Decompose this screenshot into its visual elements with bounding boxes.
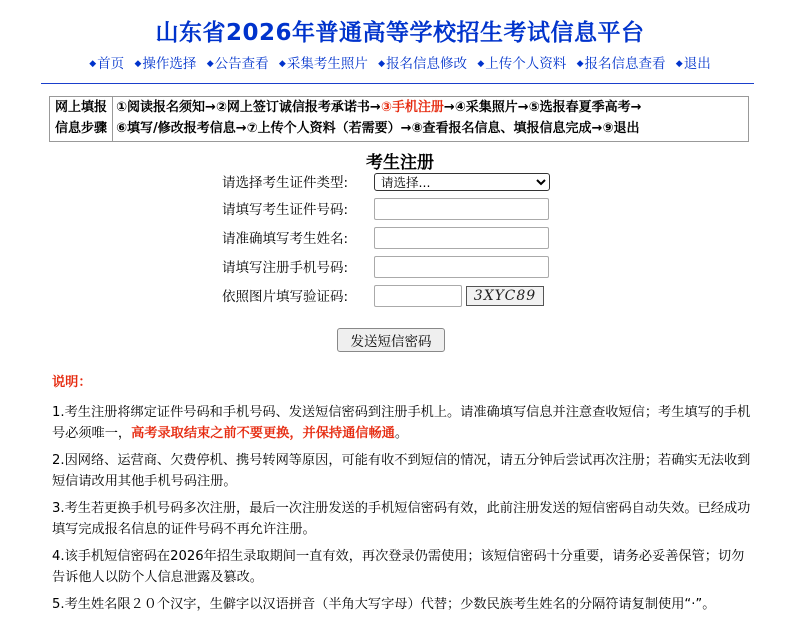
captcha-label: 依照图片填写验证码: xyxy=(222,289,349,305)
nav-label: 退出 xyxy=(683,56,711,72)
top-nav xyxy=(0,52,800,72)
nav-edit-registration[interactable] xyxy=(378,52,467,72)
nav-operation-select[interactable] xyxy=(134,52,196,72)
captcha-image[interactable]: 3XYC89 xyxy=(466,286,544,306)
phone-row xyxy=(222,256,372,280)
form-title: 考生注册 xyxy=(366,153,434,173)
steps-label-line2: 信息步骤 xyxy=(54,121,107,136)
header-divider xyxy=(41,83,754,84)
diamond-bullet-icon: ◆ xyxy=(378,59,386,69)
nav-label: 采集考生照片 xyxy=(286,56,368,72)
phone-input[interactable] xyxy=(374,256,549,278)
id-type-row xyxy=(222,171,372,195)
page-title: 山东省2026年普通高等学校招生考试信息平台 xyxy=(155,20,645,46)
diamond-bullet-icon: ◆ xyxy=(477,59,485,69)
step-select-exam: ⑤选报春夏季高考→ xyxy=(528,100,642,115)
nav-view-registration[interactable] xyxy=(577,52,666,72)
diamond-bullet-icon: ◆ xyxy=(134,59,142,69)
step-sign-pledge: ②网上签订诚信报考承诺书→ xyxy=(215,100,381,115)
id-number-row xyxy=(222,198,372,222)
nav-upload-materials[interactable] xyxy=(477,52,566,72)
notes-title: 说明： xyxy=(52,375,92,390)
nav-collect-photo[interactable] xyxy=(279,52,368,72)
note-item-1 xyxy=(52,402,752,444)
id-number-input[interactable] xyxy=(374,198,549,220)
steps-body xyxy=(116,97,748,139)
note-1-end: 。 xyxy=(394,426,409,441)
steps-panel xyxy=(49,96,749,142)
nav-label: 上传个人资料 xyxy=(485,56,567,72)
note-item-5: 5.考生姓名限２０个汉字，生僻字以汉语拼音（半角大写字母）代替；少数民族考生姓名的分隔符请复制使用“·”。 xyxy=(52,597,716,612)
diamond-bullet-icon: ◆ xyxy=(675,59,683,69)
notes-section xyxy=(52,372,752,621)
steps-label-line1: 网上填报 xyxy=(54,100,107,115)
id-type-select[interactable] xyxy=(374,173,550,191)
steps-label xyxy=(50,97,113,141)
nav-announcements[interactable] xyxy=(207,52,269,72)
diamond-bullet-icon: ◆ xyxy=(206,59,214,69)
note-item-2: 2.因网络、运营商、欠费停机、携号转网等原因，可能有收不到短信的情况，请五分钟后尝试再次注册；若确实无法收到短信请改用其他手机号码注册。 xyxy=(52,453,751,489)
steps-row-1 xyxy=(116,97,748,118)
nav-label: 操作选择 xyxy=(142,56,197,72)
note-1-text: 1.考生注册将绑定证件号码和手机号码、发送短信密码到注册手机上。请准确填写信息并注意查收短信；考生填写的手机号必须唯一， xyxy=(52,405,751,441)
send-sms-password-button[interactable]: 发送短信密码 xyxy=(337,328,445,352)
name-label: 请准确填写考生姓名: xyxy=(222,231,349,247)
id-type-label: 请选择考生证件类型: xyxy=(222,175,349,191)
diamond-bullet-icon: ◆ xyxy=(278,59,286,69)
nav-logout[interactable] xyxy=(676,52,711,72)
diamond-bullet-icon: ◆ xyxy=(89,59,97,69)
nav-label: 首页 xyxy=(97,56,125,72)
id-number-label: 请填写考生证件号码: xyxy=(222,202,349,218)
captcha-input[interactable] xyxy=(374,285,462,307)
nav-label: 公告查看 xyxy=(214,56,269,72)
step-collect-photo: →④采集照片→ xyxy=(443,100,529,115)
nav-home[interactable] xyxy=(89,52,124,72)
phone-label: 请填写注册手机号码: xyxy=(222,260,349,276)
step-read-notice: ①阅读报名须知→ xyxy=(116,100,216,115)
captcha-row xyxy=(222,285,537,309)
name-input[interactable] xyxy=(374,227,549,249)
nav-label: 报名信息查看 xyxy=(584,56,666,72)
steps-row-2: ⑥填写/修改报考信息→⑦上传个人资料（若需要）→⑧查看报名信息、填报信息完成→⑨退出 xyxy=(116,121,640,136)
nav-label: 报名信息修改 xyxy=(386,56,468,72)
note-1-warning: 高考录取结束之前不要更换，并保持通信畅通 xyxy=(131,426,395,441)
diamond-bullet-icon: ◆ xyxy=(576,59,584,69)
note-item-4: 4.该手机短信密码在2026年招生录取期间一直有效，再次登录仍需使用；该短信密码十分重要，请务必妥善保管；切勿告诉他人以防个人信息泄露及篡改。 xyxy=(52,549,745,585)
note-item-3: 3.考生若更换手机号码多次注册，最后一次注册发送的手机短信密码有效，此前注册发送的短信密码自动失效。已经成功填写完成报名信息的证件号码不再允许注册。 xyxy=(52,501,751,537)
name-row xyxy=(222,227,372,251)
step-phone-register-current: ③手机注册 xyxy=(380,100,444,115)
